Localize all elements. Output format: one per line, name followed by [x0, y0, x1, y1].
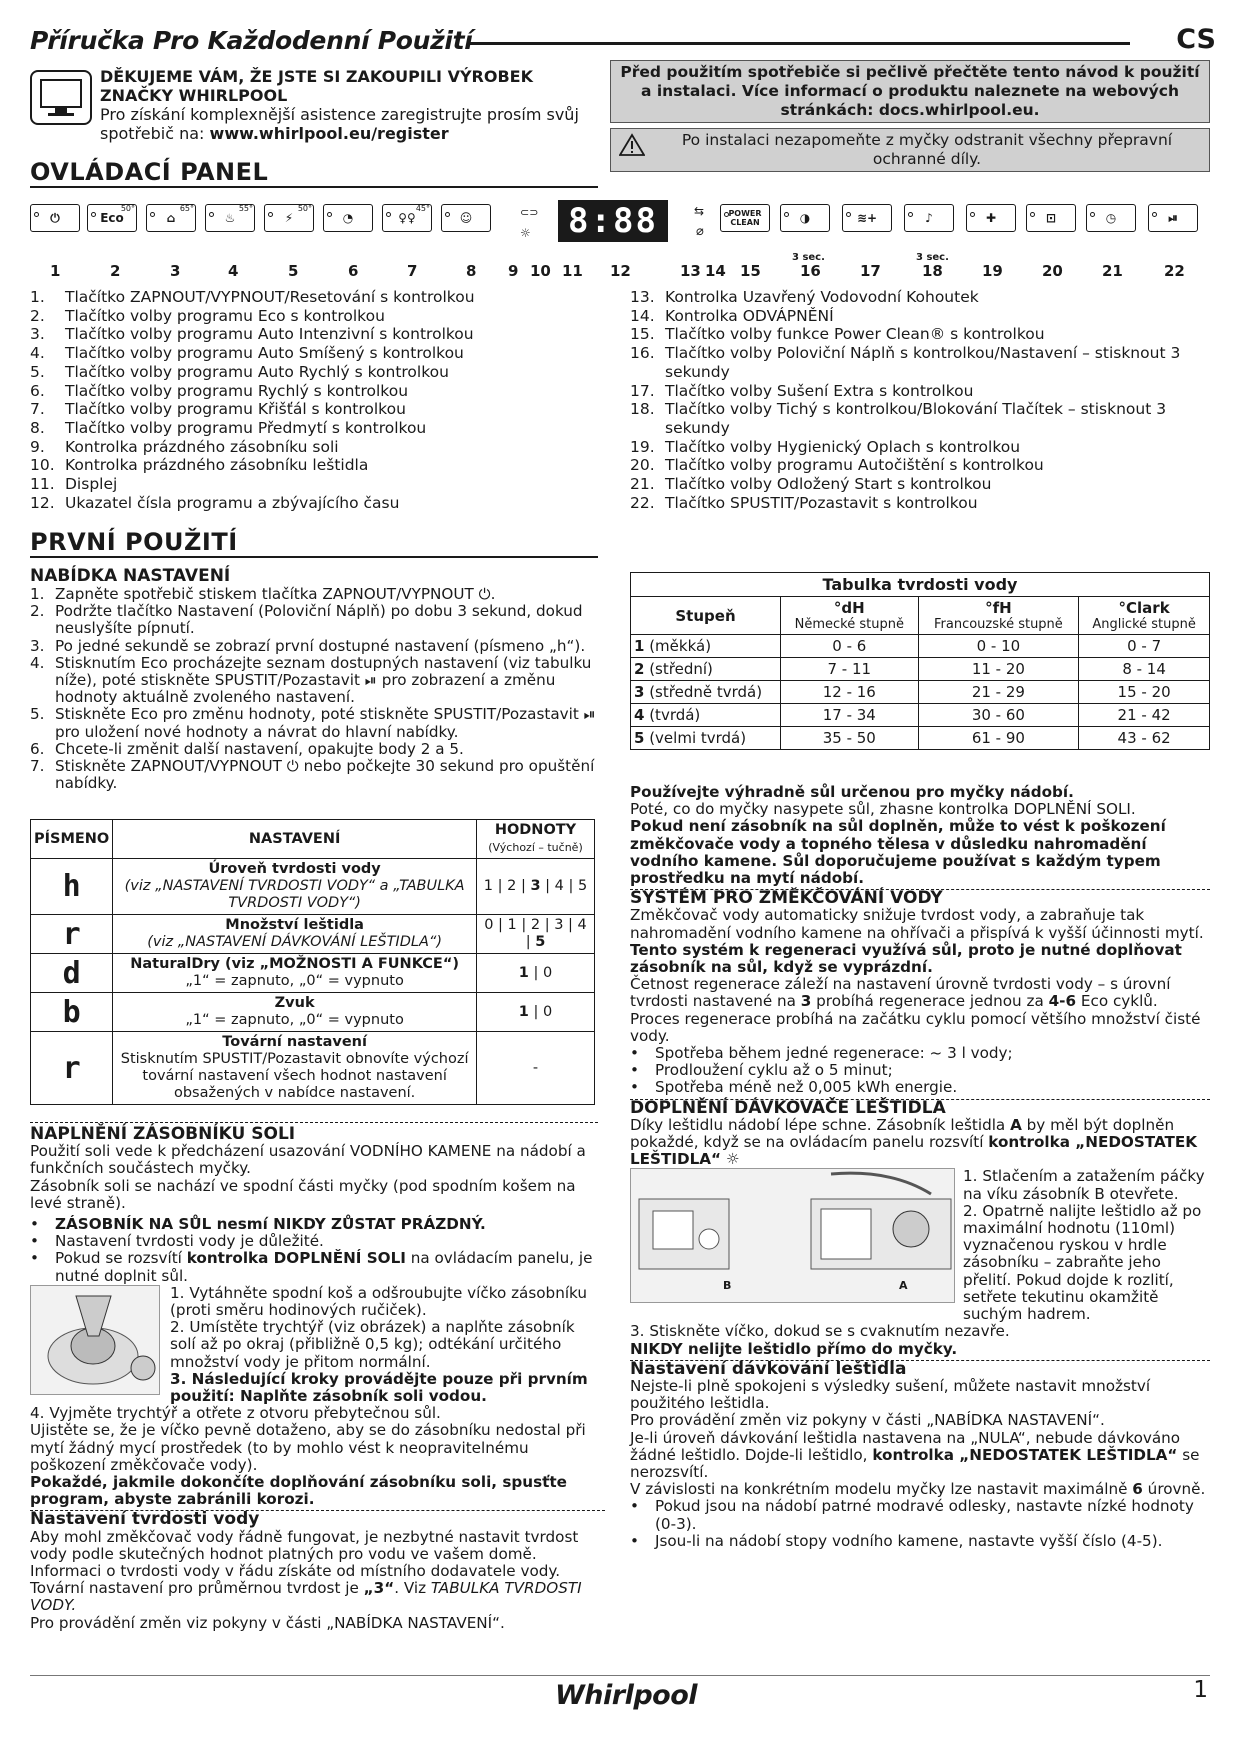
warning-box [610, 128, 1210, 172]
legend-item: 20. Tlačítko volby programu Autočištění s kontrolkou [630, 456, 1044, 475]
panel-number: 12 [610, 262, 631, 280]
bullet: • Prodloužení cyklu až o 5 minut; [630, 1061, 893, 1080]
panel-number: 1 [50, 262, 61, 280]
dose-p1: Nejste-li plně spokojeni s výsledky sušení, můžete nastavit množství použitého leštidla. [630, 1376, 1151, 1413]
step: 4. Stisknutím Eco procházejte seznam dostupných nastavení (viz tabulku níže), poté stiskněte SPUSTIT/Pozastavit ⏯ pro zobrazení a změnu hodnoty aktuálně zvoleného nastavení. [30, 653, 592, 707]
salt-p2: Zásobník soli se nachází ve spodní části myčky (pod spodním košem na levé straně). [30, 1176, 576, 1212]
settings-steps [30, 586, 605, 792]
legend-item: 7. Tlačítko volby programu Křišťál s kontrolkou [30, 400, 406, 419]
salt-only-note: Používejte výhradně sůl určenou pro myčky nádobí. [630, 783, 1074, 801]
register-link[interactable]: www.whirlpool.eu/register [209, 124, 449, 143]
salt-step-2: 2. Umístěte trychtýř (viz obrázek) a naplňte zásobník solí až po okraj (přibližně 0,5 kg); odtékání určitého množství vody je přitom normální. [170, 1318, 575, 1371]
right-column: Používejte výhradně sůl určenou pro myčky nádobí. Poté, co do myčky nasypete sůl, zhasne kontrolka DOPLNĚNÍ SOLI. Pokud není zásobník na sůl doplněn, může to vést k poškození změkčovače vody a topného tělesa v důsledku nahromadění vodního kamene. Sůl doporučujeme používat s každým typem prostředku na mytí nádobí. SYSTÉM PRO ZMĚKČOVÁNÍ VODY Změkčovač vody automaticky snižuje tvrdost vody, a zabraňuje tak nahromadění vodního kamene na ohřívači a přispívá k vyšší účinnosti mytí. Tento systém k regeneraci využívá sůl, proto je nutné doplňovat zásobník na sůl, když se vyprázdní. Četnost regenerace záleží na nastavení úrovně tvrdosti vody – s úrovní tvrdosti nastavené na 3 probíhá regenerace jednou za 4-6 Eco cyklů. Proces regenerace probíhá na začátku cyklu pomocí většího množství čisté vody. • Spotřeba během jedné regenerace: ~ 3 l vody; • Prodloužení cyklu až o 5 minut; • Spotřeba méně než 0,005 kWh energie. DOPLNĚNÍ DÁVKOVAČE LEŠTIDLA Díky leštidlu nádobí lépe schne. Zásobník leštidla A by měl být doplněn pokaždé, když se na ovládacím panelu rozsvítí kontrolka „NEDOSTATEK LEŠTIDLA“ ☼ B A 1. Stlačením a zatažením páčky na víku zásobník B otevřete. 2. Opatrně nalijte leštidlo až po maximální hodnotu (110ml) vyznačenou ryskou v hrdle zásobníku – zabraňte jeho přelití. Pokud dojde k rozlití, setřete tekutinu okamžitě suchým hadrem. 3. Stiskněte víčko, dokud se s cvaknutím nezavře. NIKDY nelijte leštidlo přímo do myčky. Nastavení dávkování leštidla Nejste-li plně spokojeni s výsledky sušení, můžete nastavit množství použitého leštidla. Pro provádění změn viz pokyny v části „NABÍDKA NASTAVENÍ“. Je-li úroveň dávkování leštidla nastavena na „NULA“, nebude dávkováno žádné leštidlo. Dojde-li leštidlo, kontrolka „NEDOSTATEK LEŠTIDLA“ se nerozsvítí. V závislosti na konkrétním modelu myčky lze nastavit maximálně 6 úrovně. • Pokud jsou na nádobí patrné modravé odlesky, nastavte nízké hodnoty (0-3). • Jsou-li na nádobí stopy vodního kamene, nastavte vyšší číslo (4-5). [630, 784, 1210, 1550]
legend-item: 16. Tlačítko volby Poloviční Náplň s kontrolkou/Nastavení – stisknout 3 sekundy [630, 344, 1181, 381]
tap-closed-icon: ⇆ [694, 204, 705, 218]
rinse-step-2: 2. Opatrně nalijte leštidlo až po maximální hodnotu (110ml) vyznačenou ryskou v hrdle zásobníku – zabraňte jeho přelití. Pokud dojde k rozlití, setřete tekutinu okamžitě suchým hadrem. [963, 1201, 1202, 1324]
salt-step-4: 4. Vyjměte trychtýř a otřete z otvoru přebytečnou sůl. [30, 1404, 441, 1423]
heading-rule [30, 186, 598, 188]
panel-number: 8 [466, 262, 477, 280]
step: 2. Podržte tlačítko Nastavení (Poloviční Náplň) po dobu 3 sekund, dokud neuslyšíte pípnutí. [30, 602, 583, 638]
table-row: 4 (tvrdá) 17 - 34 30 - 60 21 - 42 [631, 704, 1210, 727]
step: 7. Stiskněte ZAPNOUT/VYPNOUT ⏻ nebo počkejte 30 sekund pro opuštění nabídky. [30, 757, 595, 793]
control-panel-heading: OVLÁDACÍ PANEL [30, 158, 269, 186]
prewash-icon: ☺ [441, 204, 491, 232]
auto-intensive-icon: ⌂ 65° [146, 204, 196, 232]
panel-number: 9 [508, 262, 519, 280]
dose-p2: Pro provádění změn viz pokyny v části „NABÍDKA NASTAVENÍ“. [630, 1411, 1105, 1430]
hardness-p3: Pro provádění změn viz pokyny v části „NABÍDKA NASTAVENÍ“. [30, 1613, 505, 1632]
panel-number: 2 [110, 262, 121, 280]
page-number: 1 [1193, 1677, 1208, 1703]
softener-p2: Tento systém k regeneraci využívá sůl, proto je nutné doplňovat zásobník na sůl, když se vyprázdní. [630, 940, 1182, 977]
power-button-icon: ⏻ [30, 204, 80, 232]
legend-item: 19. Tlačítko volby Hygienický Oplach s kontrolkou [630, 437, 1021, 456]
legend-item: 3. Tlačítko volby programu Auto Intenzivní s kontrolkou [30, 325, 474, 344]
panel-number: 10 [530, 262, 551, 280]
salt-indicator-note: Poté, co do myčky nasypete sůl, zhasne kontrolka DOPLNĚNÍ SOLI. [630, 800, 1136, 819]
bullet: • Spotřeba během jedné regenerace: ~ 3 l vody; [630, 1044, 1013, 1063]
legend-item: 2. Tlačítko volby programu Eco s kontrolkou [30, 306, 385, 325]
panel-number: 11 [562, 262, 583, 280]
step: 5. Stiskněte Eco pro změnu hodnoty, poté stiskněte SPUSTIT/Pozastavit ⏯ pro uložení nové hodnoty a návrat do hlavní nabídky. [30, 705, 596, 741]
legend-left [30, 288, 630, 512]
salt-funnel-illustration [30, 1285, 160, 1395]
col-setting: NASTAVENÍ [113, 820, 477, 859]
legend-item: 15. Tlačítko volby funkce Power Clean® s kontrolkou [630, 325, 1045, 344]
start-pause-button-icon: ⏯ [1148, 204, 1198, 232]
bullet: • Spotřeba méně než 0,005 kWh energie. [630, 1078, 958, 1097]
panel-number: 19 [982, 262, 1003, 280]
rinse-aid-heading: DOPLNĚNÍ DÁVKOVAČE LEŠTIDLA [630, 1097, 946, 1118]
panel-number: 14 [705, 262, 726, 280]
salt-p1: Použití soli vede k předcházení usazování VODNÍHO KAMENE na nádobí a funkčních součástech myčky. [30, 1142, 586, 1178]
panel-number: 3 [170, 262, 181, 280]
bullet: • Jsou-li na nádobí stopy vodního kamene, nastavte vyšší číslo (4-5). [630, 1531, 1163, 1550]
dose-heading: Nastavení dávkování leštidla [630, 1358, 907, 1379]
bullet: • Nastavení tvrdosti vody je důležité. [30, 1232, 324, 1251]
bullet: • Pokud se rozsvítí kontrolka DOPLNĚNÍ SOLI na ovládacím panelu, je nutné doplnit sůl. [30, 1249, 593, 1285]
legend-item: 18. Tlačítko volby Tichý s kontrolkou/Blokování Tlačítek – stisknout 3 sekundy [630, 400, 1167, 437]
first-use-heading: PRVNÍ POUŽITÍ [30, 528, 238, 556]
extra-dry-button-icon: ≋+ [842, 204, 892, 232]
hardness-p1: Aby mohl změkčovač vody řádně fungovat, je nezbytné nastavit tvrdost vody podle skutečných hodnot platných pro vodu ve vašem domě. Informaci o tvrdosti vody v řádu získáte od místního dodavatele vody. [30, 1527, 579, 1581]
legend-item: 13. Kontrolka Uzavřený Vodovodní Kohoutek [630, 288, 979, 306]
table-row: 3 (středně tvrdá) 12 - 16 21 - 29 15 - 20 [631, 681, 1210, 704]
warning-text: Po instalaci nezapomeňte z myčky odstranit všechny přepravní ochranné díly. [681, 131, 1173, 168]
salt-warning: Pokud není zásobník na sůl doplněn, může to vést k poškození změkčovače vody a topného tělesa v důsledku nahromadění vodního kamene. Sůl doporučujeme používat s každým typem prostředku na mytí nádobí. [630, 817, 1166, 888]
salt-heading: NAPLNĚNÍ ZÁSOBNÍKU SOLI [30, 1124, 296, 1144]
col-letter: PÍSMENO [31, 820, 113, 859]
register-text: Pro získání komplexnější asistence zaregistrujte prosím svůj spotřebič na: [100, 105, 579, 143]
rinse-aid-indicator-icon: ☼ [520, 226, 531, 240]
crystal-icon: ♀♀ 45° [382, 204, 432, 232]
softener-p1: Změkčovač vody automaticky snižuje tvrdost vody, a zabraňuje tak nahromadění vodního kamene na ohřívači a přispívá k vyšší účinnosti mytí. [630, 906, 1204, 942]
panel-number: 18 [922, 262, 943, 280]
salt-step-3: 3. Následující kroky provádějte pouze při prvním použití: Naplňte zásobník soli vodou. [170, 1369, 588, 1406]
legend-item: 4. Tlačítko volby programu Auto Smíšený s kontrolkou [30, 344, 464, 363]
warning-icon [619, 133, 645, 157]
step: 3. Po jedné sekundě se zobrazí první dostupné nastavení (písmeno „h“). [30, 636, 586, 655]
table-row: r Množství leštidla (viz „NASTAVENÍ DÁVKOVÁNÍ LEŠTIDLA“) 0 | 1 | 2 | 3 | 4 | 5 [31, 915, 595, 954]
salt-step-1: 1. Vytáhněte spodní koš a odšroubujte víčko zásobníku (proti směru hodinových ručiček). [170, 1283, 587, 1320]
rinse-step-1: 1. Stlačením a zatažením páčky na víku zásobník B otevřete. [963, 1167, 1205, 1203]
table-row: 5 (velmi tvrdá) 35 - 50 61 - 90 43 - 62 [631, 727, 1210, 750]
panel-number: 13 [680, 262, 701, 280]
rinse-step-3: 3. Stiskněte víčko, dokud se s cvaknutím nezavře. [630, 1322, 1010, 1341]
panel-number: 6 [348, 262, 359, 280]
notice-box: Před použitím spotřebiče si pečlivě přečtěte tento návod k použití a instalaci. Více informací o produktu naleznete na webových stránkách: docs.whirlpool.eu. [610, 60, 1210, 123]
legend-item: 10. Kontrolka prázdného zásobníku leštidla [30, 456, 369, 475]
step: 6. Chcete-li změnit další nastavení, opakujte body 2 a 5. [30, 739, 464, 758]
legend-item: 21. Tlačítko volby Odložený Start s kontrolkou [630, 475, 992, 494]
language-code: CS [1176, 24, 1216, 55]
table-row: h Úroveň tvrdosti vody (viz „NASTAVENÍ TVRDOSTI VODY“ a „TABULKA TVRDOSTI VODY“) 1 | 2 | 3 | 4 | 5 [31, 859, 595, 915]
display: 8:88 [558, 200, 668, 242]
bullet: • ZÁSOBNÍK NA SŮL nesmí NIKDY ZŮSTAT PRÁZDNÝ. [30, 1215, 486, 1234]
softener-heading: SYSTÉM PRO ZMĚKČOVÁNÍ VODY [630, 888, 943, 909]
softener-p4: Proces regenerace probíhá na začátku cyklu pomocí většího množství čisté vody. [630, 1009, 1201, 1045]
control-panel-diagram [30, 200, 1210, 280]
legend-item: 12. Ukazatel čísla programu a zbývajícího času [30, 493, 400, 512]
step: 1. Zapněte spotřebič stiskem tlačítka ZAPNOUT/VYPNOUT ⏻. [30, 585, 496, 603]
panel-number: 16 [800, 262, 821, 280]
bullet: • Pokud jsou na nádobí patrné modravé odlesky, nastavte nízké hodnoty (0-3). [630, 1497, 1194, 1533]
hardness-table-title: Tabulka tvrdosti vody [631, 573, 1210, 597]
legend-right [630, 288, 1210, 512]
panel-number: 20 [1042, 262, 1063, 280]
rinse-aid-illustration [630, 1168, 955, 1303]
salt-indicator-icon: ⊂⊃ [520, 206, 539, 219]
table-row: r Tovární nastavení Stisknutím SPUSTIT/Pozastavit obnovíte výchozí tovární nastavení všech hodnot nastavení obsažených v nabídce nastavení. - [31, 1032, 595, 1105]
descaling-icon: ⌀ [696, 224, 704, 239]
power-clean-button-icon: POWER CLEAN [720, 204, 770, 232]
self-clean-button-icon: ⊡ [1026, 204, 1076, 232]
eco-button-icon: Eco 50° [87, 204, 137, 232]
hygiene-button-icon: ✚ [966, 204, 1016, 232]
label-b: B [723, 1279, 732, 1293]
lock-3sec-label: 3 sec. [916, 252, 949, 263]
auto-mixed-icon: ♨ 55° [205, 204, 255, 232]
rinse-never-note: NIKDY nelijte leštidlo přímo do myčky. [630, 1339, 958, 1358]
section-rule [30, 1122, 598, 1123]
whirlpool-logo: Whirlpool [555, 1680, 698, 1711]
panel-number: 7 [407, 262, 418, 280]
col-dh: °dH Německé stupně [781, 597, 919, 635]
rinse-aid-icon: ☼ [725, 1150, 740, 1169]
legend-item: 11. Displej [30, 475, 118, 494]
hardness-setting-heading: Nastavení tvrdosti vody [30, 1509, 260, 1530]
heading-rule [30, 556, 598, 558]
salt-p4: Pokaždé, jakmile dokončíte doplňování zásobníku soli, spusťte program, abyste zabránili korozi. [30, 1473, 567, 1509]
legend-item: 14. Kontrolka ODVÁPNĚNÍ [630, 306, 834, 325]
settings-table [30, 819, 595, 1105]
water-hardness-table [630, 572, 1210, 750]
manual-icon [30, 70, 92, 125]
auto-fast-icon: ⚡ 50° [264, 204, 314, 232]
footer-rule [30, 1675, 1210, 1676]
table-row: d NaturalDry (viz „MOŽNOSTI A FUNKCE“) „1“ = zapnuto, „0“ = vypnuto 1 | 0 [31, 954, 595, 993]
settings-menu-heading: NABÍDKA NASTAVENÍ [30, 566, 231, 586]
panel-number: 17 [860, 262, 881, 280]
silent-button-icon: ♪ [904, 204, 954, 232]
document-title: Příručka Pro Každodenní Použití [30, 26, 473, 55]
salt-p3: Ujistěte se, že je víčko pevně dotaženo, aby se do zásobníku nedostal při mytí žádný mycí prostředek (to by mohlo vést k neopravitelnému poškození změkčovače vody). [30, 1421, 586, 1474]
col-fh: °fH Francouzské stupně [918, 597, 1079, 635]
col-level: Stupeň [631, 597, 781, 635]
panel-number: 21 [1102, 262, 1123, 280]
legend-item: 8. Tlačítko volby programu Předmytí s kontrolkou [30, 418, 427, 437]
legend-item: 6. Tlačítko volby programu Rychlý s kontrolkou [30, 381, 409, 400]
thanks-text: DĚKUJEME VÁM, ŽE JSTE SI ZAKOUPILI VÝROBEK ZNAČKY WHIRLPOOL [100, 67, 533, 105]
col-values: HODNOTY (Výchozí – tučně) [477, 820, 595, 859]
legend-item: 22. Tlačítko SPUSTIT/Pozastavit s kontrolkou [630, 493, 978, 512]
half-load-button-icon: ◑ [780, 204, 830, 232]
panel-number: 5 [288, 262, 299, 280]
legend-item: 5. Tlačítko volby programu Auto Rychlý s kontrolkou [30, 362, 449, 381]
table-row: 2 (střední) 7 - 11 11 - 20 8 - 14 [631, 658, 1210, 681]
panel-number: 22 [1164, 262, 1185, 280]
col-clark: °Clark Anglické stupně [1079, 597, 1210, 635]
legend-item: 9. Kontrolka prázdného zásobníku soli [30, 437, 339, 456]
salt-section: NAPLNĚNÍ ZÁSOBNÍKU SOLI Použití soli vede k předcházení usazování VODNÍHO KAMENE na nádobí a funkčních součástech myčky. Zásobník soli se nachází ve spodní části myčky (pod spodním košem na levé straně). • ZÁSOBNÍK NA SŮL nesmí NIKDY ZŮSTAT PRÁZDNÝ. • Nastavení tvrdosti vody je důležité. • Pokud se rozsvítí kontrolka DOPLNĚNÍ SOLI na ovládacím panelu, je nutné doplnit sůl. 1. Vytáhněte spodní koš a odšroubujte víčko zásobníku (proti směru hodinových ručiček). 2. Umístěte trychtýř (viz obrázek) a naplňte zásobník solí až po okraj (přibližně 0,5 kg); odtékání určitého množství vody je přitom normální. 3. Následující kroky provádějte pouze při prvním použití: Naplňte zásobník soli vodou. 4. Vyjměte trychtýř a otřete z otvoru přebytečnou sůl. Ujistěte se, že je víčko pevně dotaženo, aby se do zásobníku nedostal při mytí žádný mycí prostředek (to by mohlo vést k neopravitelnému poškození změkčovače vody). Pokaždé, jakmile dokončíte doplňování zásobníku soli, spusťte program, abyste zabránili korozi. Nastavení tvrdosti vody Aby mohl změkčovač vody řádně fungovat, je nezbytné nastavit tvrdost vody podle skutečných hodnot platných pro vodu ve vašem domě. Informaci o tvrdosti vody v řádu získáte od místního dodavatele vody. Tovární nastavení pro průměrnou tvrdost je „3“. Viz TABULKA TVRDOSTI VODY. Pro provádění změn viz pokyny v části „NABÍDKA NASTAVENÍ“. [30, 1126, 605, 1632]
settings-3sec-label: 3 sec. [792, 252, 825, 263]
table-row: 1 (měkká) 0 - 6 0 - 10 0 - 7 [631, 635, 1210, 658]
label-a: A [899, 1279, 908, 1293]
legend-item: 17. Tlačítko volby Sušení Extra s kontrolkou [630, 381, 974, 400]
delay-start-button-icon: ◷ [1086, 204, 1136, 232]
intro-text [100, 67, 600, 143]
legend-item: 1. Tlačítko ZAPNOUT/VYPNOUT/Resetování s kontrolkou [30, 288, 475, 306]
fast-icon: ◔ [323, 204, 373, 232]
panel-number: 4 [228, 262, 239, 280]
table-row: b Zvuk „1“ = zapnuto, „0“ = vypnuto 1 | 0 [31, 993, 595, 1032]
panel-number: 15 [740, 262, 761, 280]
